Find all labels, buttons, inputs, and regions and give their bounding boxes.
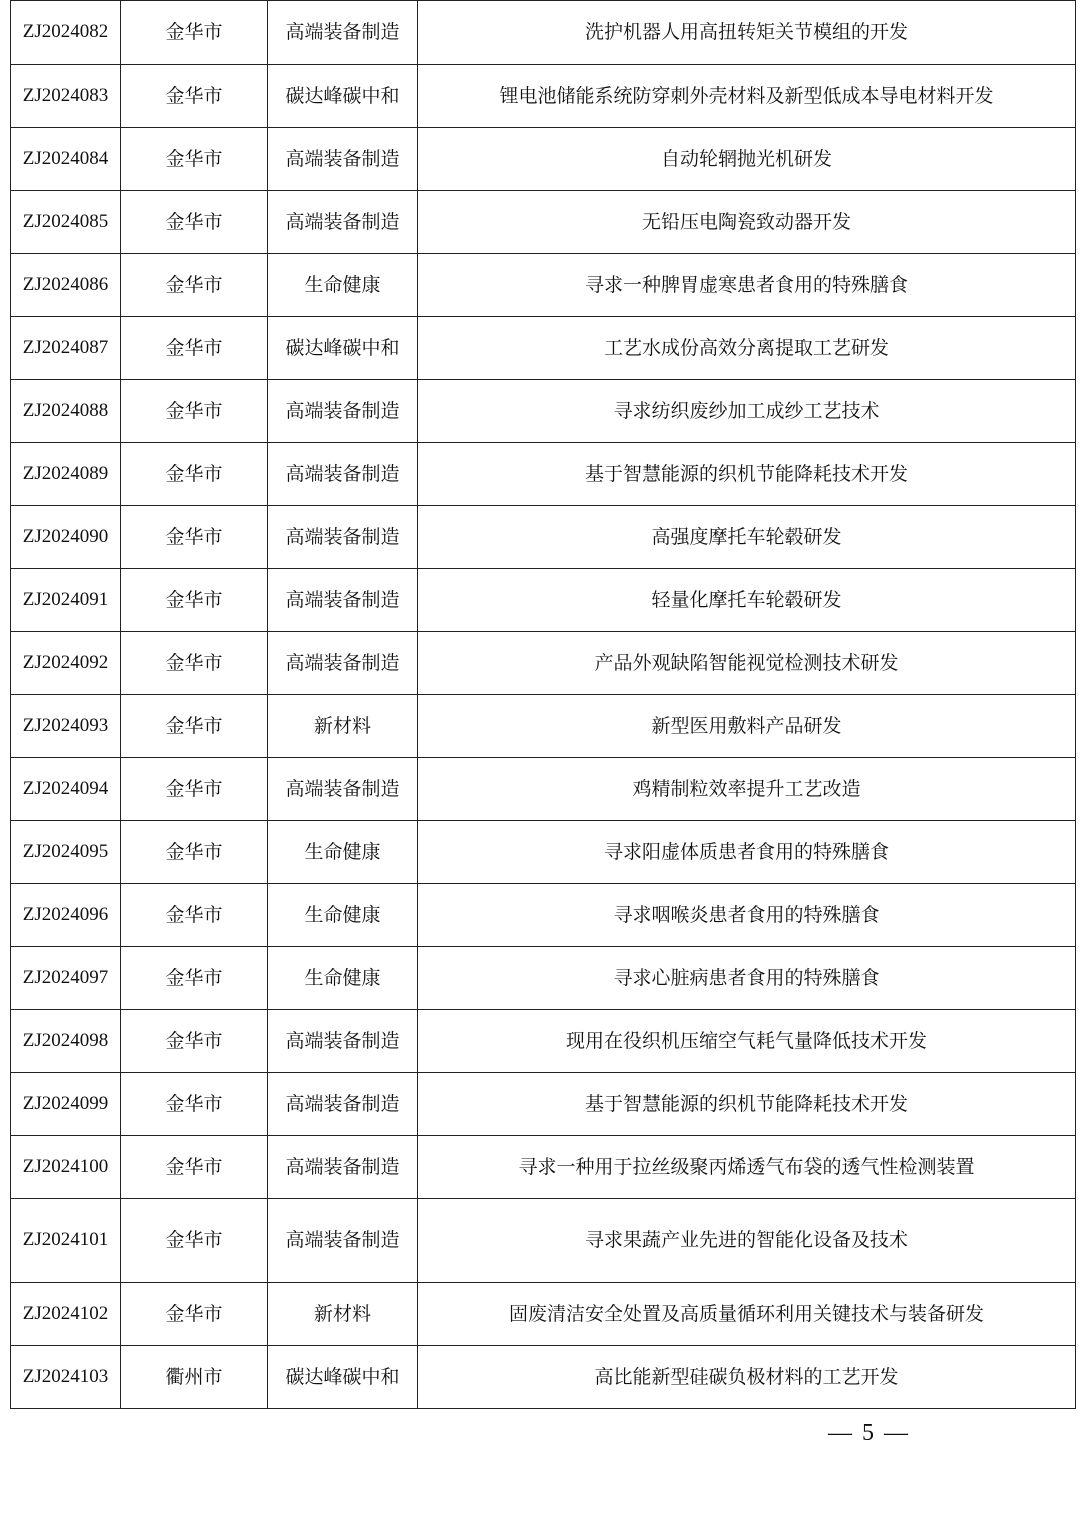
- table-row: [11, 191, 1076, 254]
- table-row: [11, 1199, 1076, 1283]
- field-cell: 高端装备制造: [268, 506, 418, 569]
- table-row: [11, 569, 1076, 632]
- topic-cell: 新型医用敷料产品研发: [418, 695, 1076, 758]
- topic-cell: 基于智慧能源的织机节能降耗技术开发: [418, 443, 1076, 506]
- field-cell: 高端装备制造: [268, 191, 418, 254]
- field-cell: 生命健康: [268, 821, 418, 884]
- field-cell: 高端装备制造: [268, 128, 418, 191]
- project-code: ZJ2024095: [11, 821, 121, 884]
- table-row: [11, 1136, 1076, 1199]
- table-row: [11, 1283, 1076, 1346]
- city-cell: 金华市: [121, 128, 268, 191]
- project-code: ZJ2024092: [11, 632, 121, 695]
- topic-cell: 高比能新型硅碳负极材料的工艺开发: [418, 1346, 1076, 1409]
- city-cell: 金华市: [121, 1136, 268, 1199]
- topic-cell: 洗护机器人用高扭转矩关节模组的开发: [418, 1, 1076, 65]
- topic-cell: 产品外观缺陷智能视觉检测技术研发: [418, 632, 1076, 695]
- project-code: ZJ2024100: [11, 1136, 121, 1199]
- city-cell: 金华市: [121, 317, 268, 380]
- project-code: ZJ2024096: [11, 884, 121, 947]
- project-code: ZJ2024094: [11, 758, 121, 821]
- field-cell: 生命健康: [268, 947, 418, 1010]
- topic-cell: 现用在役织机压缩空气耗气量降低技术开发: [418, 1010, 1076, 1073]
- project-code: ZJ2024099: [11, 1073, 121, 1136]
- field-cell: 高端装备制造: [268, 1073, 418, 1136]
- project-code: ZJ2024082: [11, 1, 121, 65]
- topic-cell: 寻求咽喉炎患者食用的特殊膳食: [418, 884, 1076, 947]
- topic-cell: 轻量化摩托车轮毂研发: [418, 569, 1076, 632]
- city-cell: 衢州市: [121, 1346, 268, 1409]
- table-row: [11, 380, 1076, 443]
- table-row: [11, 317, 1076, 380]
- table-row: [11, 1073, 1076, 1136]
- table-row: [11, 443, 1076, 506]
- city-cell: 金华市: [121, 569, 268, 632]
- table-row: [11, 1346, 1076, 1409]
- city-cell: 金华市: [121, 947, 268, 1010]
- topic-cell: 寻求一种脾胃虚寒患者食用的特殊膳食: [418, 254, 1076, 317]
- city-cell: 金华市: [121, 758, 268, 821]
- topic-cell: 高强度摩托车轮毂研发: [418, 506, 1076, 569]
- project-code: ZJ2024085: [11, 191, 121, 254]
- table-row: [11, 506, 1076, 569]
- topic-cell: 鸡精制粒效率提升工艺改造: [418, 758, 1076, 821]
- topic-cell: 寻求阳虚体质患者食用的特殊膳食: [418, 821, 1076, 884]
- table-row: [11, 947, 1076, 1010]
- project-code: ZJ2024098: [11, 1010, 121, 1073]
- city-cell: 金华市: [121, 380, 268, 443]
- table-row: [11, 632, 1076, 695]
- page-number: — 5 —: [828, 1420, 910, 1446]
- project-code: ZJ2024087: [11, 317, 121, 380]
- table-row: [11, 128, 1076, 191]
- project-code: ZJ2024083: [11, 65, 121, 128]
- field-cell: 高端装备制造: [268, 632, 418, 695]
- table-row: [11, 1, 1076, 65]
- project-code: ZJ2024091: [11, 569, 121, 632]
- topic-cell: 寻求果蔬产业先进的智能化设备及技术: [418, 1199, 1076, 1283]
- topic-cell: 寻求一种用于拉丝级聚丙烯透气布袋的透气性检测装置: [418, 1136, 1076, 1199]
- topic-cell: 自动轮辋抛光机研发: [418, 128, 1076, 191]
- city-cell: 金华市: [121, 254, 268, 317]
- field-cell: 新材料: [268, 1283, 418, 1346]
- table-row: [11, 1010, 1076, 1073]
- table-row: [11, 821, 1076, 884]
- topic-cell: 寻求纺织废纱加工成纱工艺技术: [418, 380, 1076, 443]
- city-cell: 金华市: [121, 1, 268, 65]
- field-cell: 高端装备制造: [268, 443, 418, 506]
- project-code: ZJ2024090: [11, 506, 121, 569]
- project-code: ZJ2024101: [11, 1199, 121, 1283]
- field-cell: 碳达峰碳中和: [268, 317, 418, 380]
- city-cell: 金华市: [121, 65, 268, 128]
- field-cell: 高端装备制造: [268, 380, 418, 443]
- project-code: ZJ2024102: [11, 1283, 121, 1346]
- city-cell: 金华市: [121, 1283, 268, 1346]
- project-code: ZJ2024103: [11, 1346, 121, 1409]
- topic-cell: 基于智慧能源的织机节能降耗技术开发: [418, 1073, 1076, 1136]
- project-code: ZJ2024089: [11, 443, 121, 506]
- city-cell: 金华市: [121, 191, 268, 254]
- topic-cell: 工艺水成份高效分离提取工艺研发: [418, 317, 1076, 380]
- field-cell: 高端装备制造: [268, 1199, 418, 1283]
- topic-cell: 无铅压电陶瓷致动器开发: [418, 191, 1076, 254]
- city-cell: 金华市: [121, 1073, 268, 1136]
- project-code: ZJ2024084: [11, 128, 121, 191]
- project-code: ZJ2024088: [11, 380, 121, 443]
- city-cell: 金华市: [121, 443, 268, 506]
- table-row: [11, 695, 1076, 758]
- project-code: ZJ2024097: [11, 947, 121, 1010]
- field-cell: 高端装备制造: [268, 569, 418, 632]
- topic-cell: 寻求心脏病患者食用的特殊膳食: [418, 947, 1076, 1010]
- table-row: [11, 65, 1076, 128]
- field-cell: 高端装备制造: [268, 758, 418, 821]
- project-code: ZJ2024093: [11, 695, 121, 758]
- field-cell: 生命健康: [268, 254, 418, 317]
- field-cell: 碳达峰碳中和: [268, 1346, 418, 1409]
- field-cell: 新材料: [268, 695, 418, 758]
- city-cell: 金华市: [121, 695, 268, 758]
- field-cell: 生命健康: [268, 884, 418, 947]
- city-cell: 金华市: [121, 821, 268, 884]
- field-cell: 高端装备制造: [268, 1136, 418, 1199]
- city-cell: 金华市: [121, 1010, 268, 1073]
- project-table: [10, 0, 1076, 1409]
- field-cell: 碳达峰碳中和: [268, 65, 418, 128]
- project-code: ZJ2024086: [11, 254, 121, 317]
- city-cell: 金华市: [121, 506, 268, 569]
- topic-cell: 锂电池储能系统防穿刺外壳材料及新型低成本导电材料开发: [418, 65, 1076, 128]
- city-cell: 金华市: [121, 884, 268, 947]
- table-row: [11, 884, 1076, 947]
- table-row: [11, 254, 1076, 317]
- table-row: [11, 758, 1076, 821]
- field-cell: 高端装备制造: [268, 1010, 418, 1073]
- topic-cell: 固废清洁安全处置及高质量循环利用关键技术与装备研发: [418, 1283, 1076, 1346]
- city-cell: 金华市: [121, 1199, 268, 1283]
- city-cell: 金华市: [121, 632, 268, 695]
- field-cell: 高端装备制造: [268, 1, 418, 65]
